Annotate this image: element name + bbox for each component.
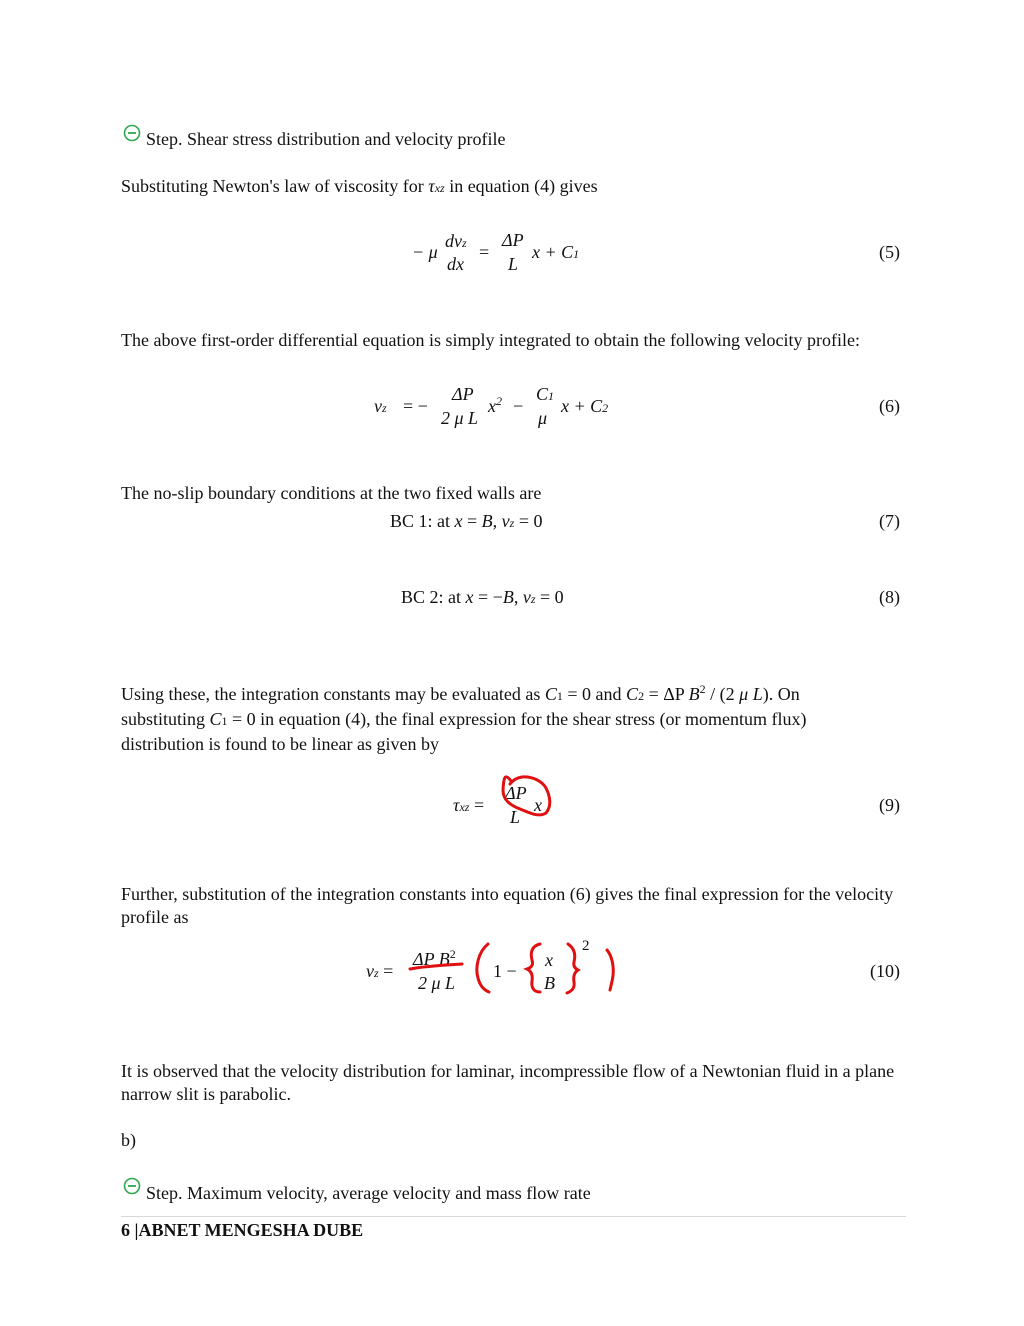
part-b-label: b): [121, 1130, 136, 1150]
step-heading-maximum-velocity: Step. Maximum velocity, average velocity and mass flow rate: [146, 1183, 591, 1203]
equation-number: (9): [879, 795, 900, 815]
paragraph-integration-constants: Using these, the integration constants may be evaluated as C1 = 0 and C2 = ΔP $B^2 / (2$ μ L). On substituting C1 = 0 in equation (4), the final expression for the shear stress (or momentum flux) distribution is found to be linear as given by: [121, 682, 807, 754]
paragraph-integration: The above first-order differential equation is simply integrated to obtain the following velocity profile:: [121, 330, 860, 350]
paragraph-boundary-conditions: The no-slip boundary conditions at the two fixed walls are: [121, 483, 542, 503]
paragraph-parabolic-conclusion: It is observed that the velocity distribution for laminar, incompressible flow of a Newtonian fluid in a plane narrow slit is parabolic.: [121, 1061, 895, 1104]
step-heading-shear-stress: Step. Shear stress distribution and velocity profile: [146, 129, 506, 149]
equation-number: (10): [870, 961, 900, 981]
page-footer: 6 |ABNET MENGESHA DUBE: [121, 1220, 364, 1240]
equation-number: (6): [879, 396, 900, 416]
collapse-minus-icon[interactable]: [123, 1177, 141, 1195]
equation-number: (5): [879, 242, 900, 262]
equation-number: (7): [879, 511, 900, 531]
footer-divider: [121, 1216, 906, 1217]
paragraph-newton-law: Substituting Newton's law of viscosity for τxz in equation (4) gives: [121, 176, 598, 196]
paragraph-final-velocity: Further, substitution of the integration constants into equation (6) gives the final expression for the velocity profile as: [121, 884, 894, 927]
equation-number: (8): [879, 587, 900, 607]
